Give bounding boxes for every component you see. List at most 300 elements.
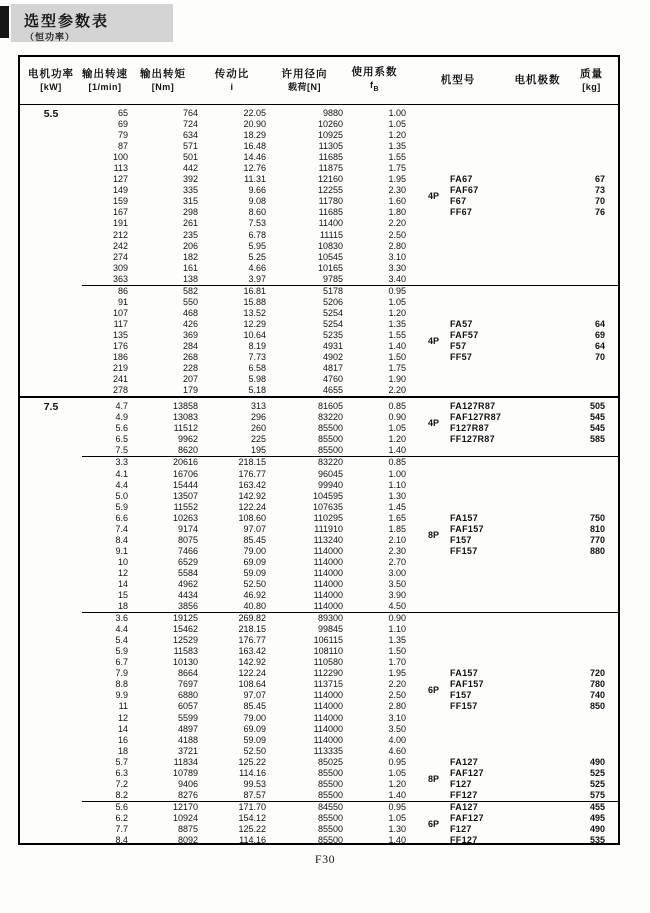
table-row — [20, 657, 618, 668]
cell-speed: 4.4 — [115, 479, 128, 490]
cell-torque: 284 — [182, 340, 198, 351]
cell-service-factor: 1.05 — [388, 119, 406, 130]
cell-torque: 7697 — [177, 679, 198, 690]
cell-ratio: 260 — [250, 423, 266, 434]
cell-power-spacer — [20, 746, 82, 757]
table-row — [20, 252, 618, 263]
cell-poles-spacer — [510, 624, 565, 635]
cell-poles-spacer — [510, 590, 565, 601]
title-box — [11, 4, 173, 42]
cell-radial-load: 4760 — [322, 374, 343, 385]
cell-service-factor: 2.10 — [388, 534, 406, 545]
cell-ratio: 7.73 — [248, 352, 266, 363]
cell-speed: 5.7 — [115, 756, 128, 767]
cell-service-factor: 0.90 — [388, 613, 406, 624]
cell-power-spacer — [20, 668, 82, 679]
cell-model-number — [406, 152, 510, 163]
cell-power-spacer — [20, 445, 82, 456]
cell-ratio: 108.60 — [238, 512, 266, 523]
cell-power-spacer — [20, 274, 82, 285]
cell-poles-spacer — [510, 297, 565, 308]
cell-model-number: FA127 — [450, 756, 479, 767]
cell-poles-spacer — [510, 824, 565, 835]
cell-torque: 9406 — [177, 778, 198, 789]
cell-service-factor: 1.85 — [388, 523, 406, 534]
cell-speed: 9.1 — [115, 545, 128, 556]
cell-torque: 10263 — [172, 512, 198, 523]
cell-power-spacer — [20, 469, 82, 480]
cell-ratio: 13.52 — [243, 307, 266, 318]
cell-poles-spacer — [510, 363, 565, 374]
cell-service-factor: 1.95 — [388, 668, 406, 679]
cell-radial-load: 85500 — [317, 789, 343, 800]
table-row — [20, 646, 618, 657]
cell-service-factor: 1.05 — [388, 296, 406, 307]
cell-service-factor: 1.55 — [388, 329, 406, 340]
cell-mass — [565, 374, 618, 385]
cell-service-factor: 1.75 — [388, 163, 406, 174]
cell-mass — [565, 657, 618, 668]
column-header-line2 — [40, 81, 62, 93]
cell-torque: 11552 — [173, 501, 198, 512]
cell-speed: 274 — [112, 251, 128, 262]
table-row — [20, 401, 618, 412]
table-row — [20, 746, 618, 757]
cell-torque: 161 — [182, 262, 198, 273]
cell-poles-spacer — [510, 174, 565, 185]
cell-radial-load: 99940 — [317, 479, 343, 490]
cell-poles-spacer — [510, 196, 565, 207]
table-row — [20, 434, 618, 445]
cell-poles-spacer — [510, 457, 565, 468]
cell-mass — [565, 590, 618, 601]
unit-text: i — [230, 82, 234, 92]
cell-poles-spacer — [510, 535, 565, 546]
cell-mass: 880 — [589, 545, 605, 556]
page-number: F30 — [314, 852, 336, 866]
column-header-line1: 使用系数 — [351, 65, 398, 78]
selection-table — [18, 55, 620, 845]
ratio-block — [20, 802, 618, 845]
cell-service-factor: 1.40 — [388, 445, 406, 456]
cell-power-spacer — [20, 701, 82, 712]
cell-poles-spacer — [510, 412, 565, 423]
cell-poles-spacer — [510, 445, 565, 456]
cell-radial-load: 84550 — [317, 801, 343, 812]
cell-poles-spacer — [510, 546, 565, 557]
column-header-line1: 电机极数 — [514, 74, 561, 86]
cell-ratio: 52.50 — [243, 745, 266, 756]
cell-torque: 9962 — [177, 434, 198, 445]
cell-model-number: F127 — [450, 824, 472, 834]
cell-service-factor: 1.20 — [388, 307, 406, 318]
cell-mass: 545 — [589, 423, 605, 434]
cell-mass — [565, 624, 618, 635]
table-row — [20, 835, 618, 845]
cell-ratio: 269.82 — [238, 613, 266, 624]
cell-model-number: FF127 — [450, 789, 478, 800]
cell-poles-spacer — [510, 746, 565, 757]
cell-radial-load: 85500 — [317, 434, 343, 445]
cell-torque: 315 — [182, 196, 198, 207]
cell-torque: 426 — [182, 318, 198, 329]
cell-mass — [565, 108, 618, 119]
cell-service-factor: 3.50 — [388, 723, 406, 734]
cell-service-factor: 3.40 — [388, 273, 406, 284]
cell-ratio: 20.90 — [243, 119, 266, 130]
cell-torque: 5584 — [177, 567, 198, 578]
cell-power-spacer — [20, 241, 82, 252]
cell-model-number: F157 — [450, 534, 472, 545]
cell-model-number: F127 — [450, 778, 472, 789]
cell-ratio: 8.19 — [248, 340, 266, 351]
cell-mass: 69 — [594, 329, 605, 340]
cell-model-number — [406, 130, 510, 141]
column-header-line2 — [370, 79, 379, 96]
cell-poles-spacer — [510, 119, 565, 130]
cell-model-number — [406, 590, 510, 601]
cell-mass: 490 — [589, 824, 605, 834]
cell-service-factor: 1.35 — [388, 141, 406, 152]
cell-speed: 5.6 — [115, 801, 128, 812]
cell-power-spacer — [20, 196, 82, 207]
cell-poles-spacer — [510, 252, 565, 263]
cell-model-number — [406, 230, 510, 241]
cell-service-factor: 1.40 — [388, 340, 406, 351]
cell-radial-load: 104595 — [312, 490, 343, 501]
cell-model-number: F127R87 — [450, 423, 490, 434]
cell-ratio: 5.25 — [248, 251, 266, 262]
cell-poles-spacer — [510, 230, 565, 241]
cell-poles-spacer — [510, 385, 565, 396]
cell-model-number — [406, 445, 510, 456]
column-header-line2 — [230, 81, 233, 93]
cell-power-spacer — [20, 185, 82, 196]
table-row — [20, 374, 618, 385]
cell-torque: 6880 — [177, 690, 198, 701]
table-header — [20, 57, 618, 105]
cell-power-spacer — [20, 590, 82, 601]
table-row — [20, 768, 618, 779]
cell-poles-spacer — [510, 423, 565, 434]
cell-speed: 167 — [112, 207, 128, 218]
cell-torque: 8664 — [177, 668, 198, 679]
cell-ratio: 296 — [250, 412, 266, 423]
cell-torque: 182 — [182, 251, 198, 262]
cell-torque: 13083 — [172, 412, 198, 423]
cell-speed: 86 — [117, 285, 128, 296]
cell-torque: 4434 — [177, 590, 198, 601]
cell-torque: 571 — [182, 141, 198, 152]
cell-service-factor: 1.60 — [388, 196, 406, 207]
cell-radial-load: 106115 — [313, 635, 343, 646]
cell-speed: 11 — [118, 701, 128, 712]
cell-radial-load: 9880 — [322, 108, 343, 118]
cell-speed: 12 — [117, 567, 128, 578]
cell-poles-spacer — [510, 835, 565, 845]
cell-service-factor: 1.35 — [388, 318, 406, 329]
table-row — [20, 196, 618, 207]
cell-radial-load: 113240 — [313, 534, 343, 545]
cell-mass — [565, 480, 618, 491]
cell-torque: 13507 — [172, 490, 198, 501]
cell-power-spacer — [20, 286, 82, 297]
cell-power-spacer — [20, 635, 82, 646]
cell-ratio: 163.42 — [238, 646, 266, 657]
cell-speed: 5.0 — [115, 490, 128, 501]
cell-model-number — [406, 163, 510, 174]
cell-torque: 550 — [182, 296, 198, 307]
cell-radial-load: 107635 — [312, 501, 343, 512]
table-row — [20, 568, 618, 579]
cell-power-spacer — [20, 535, 82, 546]
cell-power-spacer — [20, 724, 82, 735]
cell-torque: 179 — [182, 385, 198, 396]
cell-mass — [565, 163, 618, 174]
cell-power-spacer — [20, 218, 82, 229]
cell-service-factor: 0.85 — [388, 401, 406, 412]
cell-torque: 10130 — [172, 657, 198, 668]
cell-mass: 70 — [594, 196, 605, 207]
table-row — [20, 330, 618, 341]
cell-service-factor: 3.10 — [388, 251, 406, 262]
cell-poles-spacer — [510, 401, 565, 412]
cell-power-spacer — [20, 297, 82, 308]
cell-model-number: FF157 — [450, 701, 478, 712]
cell-power-spacer — [20, 252, 82, 263]
cell-torque: 442 — [182, 163, 198, 174]
cell-power-spacer — [20, 457, 82, 468]
cell-poles-spacer — [510, 469, 565, 480]
cell-speed: 9.9 — [115, 690, 128, 701]
cell-speed: 14 — [117, 723, 128, 734]
cell-mass: 750 — [589, 512, 605, 523]
cell-service-factor: 1.50 — [388, 646, 406, 657]
cell-mass: 490 — [589, 756, 605, 767]
cell-torque: 228 — [182, 363, 198, 374]
cell-speed: 242 — [112, 240, 128, 251]
table-row — [20, 613, 618, 624]
cell-radial-load: 85500 — [317, 767, 343, 778]
cell-speed: 7.5 — [115, 445, 128, 456]
cell-model-number: FA157 — [450, 668, 479, 679]
column-header — [128, 57, 198, 104]
motor-poles-value: 4P — [427, 191, 439, 202]
cell-model-number: FAF127R87 — [450, 412, 502, 423]
cell-mass — [565, 557, 618, 568]
cell-service-factor: 4.50 — [388, 601, 406, 612]
cell-torque: 15462 — [172, 624, 198, 635]
cell-power-spacer — [20, 690, 82, 701]
cell-ratio: 85.45 — [243, 701, 266, 712]
cell-ratio: 79.00 — [243, 712, 266, 723]
cell-service-factor: 1.05 — [388, 423, 406, 434]
cell-service-factor: 1.40 — [388, 835, 406, 845]
cell-mass — [565, 252, 618, 263]
cell-torque: 501 — [182, 152, 198, 163]
cell-mass — [565, 735, 618, 746]
cell-mass — [565, 445, 618, 456]
cell-service-factor: 0.95 — [388, 285, 406, 296]
cell-service-factor: 1.80 — [388, 207, 406, 218]
cell-model-number — [406, 724, 510, 735]
cell-power-spacer — [20, 835, 82, 845]
cell-ratio: 114.16 — [239, 835, 266, 845]
cell-torque: 6057 — [177, 701, 198, 712]
cell-service-factor: 1.90 — [388, 374, 406, 385]
cell-power-spacer — [20, 230, 82, 241]
cell-torque: 8620 — [177, 445, 198, 456]
table-row — [20, 241, 618, 252]
column-header-line1: 传动比 — [214, 68, 250, 80]
cell-speed: 127 — [112, 174, 128, 185]
cell-torque: 6529 — [177, 556, 198, 567]
cell-torque: 16706 — [172, 468, 198, 479]
cell-model-number — [406, 746, 510, 757]
cell-torque: 15444 — [172, 479, 198, 490]
cell-model-number — [406, 108, 510, 119]
table-row — [20, 218, 618, 229]
table-row — [20, 352, 618, 363]
cell-ratio: 69.09 — [243, 723, 266, 734]
motor-poles-value: 8P — [427, 773, 439, 784]
cell-mass — [565, 152, 618, 163]
cell-radial-load: 11875 — [318, 163, 343, 174]
cell-poles-spacer — [510, 690, 565, 701]
cell-mass: 73 — [594, 185, 605, 196]
cell-mass: 545 — [589, 412, 605, 423]
cell-model-number — [406, 557, 510, 568]
cell-service-factor: 0.95 — [388, 756, 406, 767]
cell-service-factor: 1.75 — [388, 363, 406, 374]
table-row — [20, 423, 618, 434]
cell-mass — [565, 308, 618, 319]
column-header — [406, 57, 510, 104]
cell-speed: 16 — [117, 734, 128, 745]
cell-torque: 19125 — [172, 613, 198, 624]
ratio-block — [20, 457, 618, 612]
cell-mass — [565, 601, 618, 612]
cell-radial-load: 114000 — [313, 601, 343, 612]
motor-poles-value: 6P — [427, 685, 439, 696]
cell-model-number: FA127 — [450, 801, 479, 812]
cell-radial-load: 114000 — [313, 556, 343, 567]
cell-poles-spacer — [510, 568, 565, 579]
cell-service-factor: 1.20 — [388, 130, 406, 141]
cell-mass: 770 — [589, 534, 605, 545]
cell-radial-load: 114000 — [313, 712, 343, 723]
cell-model-number: F157 — [450, 690, 472, 701]
cell-ratio: 176.77 — [238, 635, 266, 646]
page-title: 选型参数表 — [24, 13, 110, 30]
cell-radial-load: 114000 — [313, 545, 343, 556]
table-row — [20, 152, 618, 163]
cell-ratio: 218.15 — [238, 457, 266, 468]
cell-poles-spacer — [510, 557, 565, 568]
cell-poles-spacer — [510, 163, 565, 174]
table-row — [20, 230, 618, 241]
cell-mass — [565, 713, 618, 724]
cell-poles-spacer — [510, 524, 565, 535]
table-row — [20, 679, 618, 690]
cell-speed: 219 — [112, 363, 128, 374]
cell-mass: 525 — [589, 778, 605, 789]
cell-ratio: 108.64 — [238, 679, 266, 690]
cell-service-factor: 1.00 — [388, 108, 406, 118]
table-row — [20, 119, 618, 130]
cell-mass — [565, 568, 618, 579]
cell-poles-spacer — [510, 757, 565, 768]
cell-power-spacer — [20, 579, 82, 590]
column-header — [266, 57, 343, 104]
cell-model-number: FF67 — [450, 207, 473, 218]
cell-mass — [565, 230, 618, 241]
cell-model-number — [406, 274, 510, 285]
column-header — [343, 57, 406, 104]
cell-model-number: FAF127 — [450, 767, 484, 778]
cell-radial-load: 4655 — [322, 385, 343, 396]
cell-power-spacer — [20, 824, 82, 835]
table-row — [20, 319, 618, 330]
cell-torque: 10924 — [172, 812, 198, 823]
cell-ratio: 7.53 — [248, 218, 266, 229]
cell-torque: 11834 — [173, 756, 198, 767]
cell-power-spacer — [20, 330, 82, 341]
cell-mass — [565, 457, 618, 468]
cell-service-factor: 0.90 — [388, 412, 406, 423]
cell-poles-spacer — [510, 657, 565, 668]
cell-mass: 70 — [594, 352, 605, 363]
cell-model-number — [406, 252, 510, 263]
cell-service-factor: 2.80 — [388, 701, 406, 712]
table-row — [20, 308, 618, 319]
cell-mass — [565, 469, 618, 480]
cell-radial-load: 114000 — [313, 567, 343, 578]
cell-torque: 468 — [182, 307, 198, 318]
cell-service-factor: 1.50 — [388, 352, 406, 363]
cell-torque: 9174 — [177, 523, 198, 534]
cell-model-number — [406, 657, 510, 668]
cell-torque: 8075 — [177, 534, 198, 545]
cell-poles-spacer — [510, 779, 565, 790]
cell-torque: 8276 — [177, 789, 198, 800]
cell-radial-load: 10925 — [317, 130, 343, 141]
cell-speed: 4.7 — [115, 401, 128, 412]
cell-radial-load: 10545 — [317, 251, 343, 262]
table-row — [20, 757, 618, 768]
cell-model-number — [406, 601, 510, 612]
cell-radial-load: 114000 — [313, 590, 343, 601]
motor-poles-value: 4P — [427, 418, 439, 429]
cell-poles-spacer — [510, 502, 565, 513]
table-row — [20, 701, 618, 712]
cell-power-spacer — [20, 412, 82, 423]
cell-radial-load: 110295 — [313, 512, 343, 523]
table-row — [20, 524, 618, 535]
cell-service-factor: 1.10 — [388, 479, 406, 490]
cell-speed: 87 — [117, 141, 128, 152]
cell-power-spacer — [20, 119, 82, 130]
cell-radial-load: 85500 — [317, 423, 343, 434]
cell-ratio: 142.92 — [238, 490, 266, 501]
cell-torque: 206 — [182, 240, 198, 251]
table-row — [20, 813, 618, 824]
cell-torque: 8092 — [177, 835, 198, 845]
table-row — [20, 263, 618, 274]
cell-speed: 5.9 — [115, 646, 128, 657]
cell-torque: 724 — [182, 119, 198, 130]
table-row — [20, 513, 618, 524]
